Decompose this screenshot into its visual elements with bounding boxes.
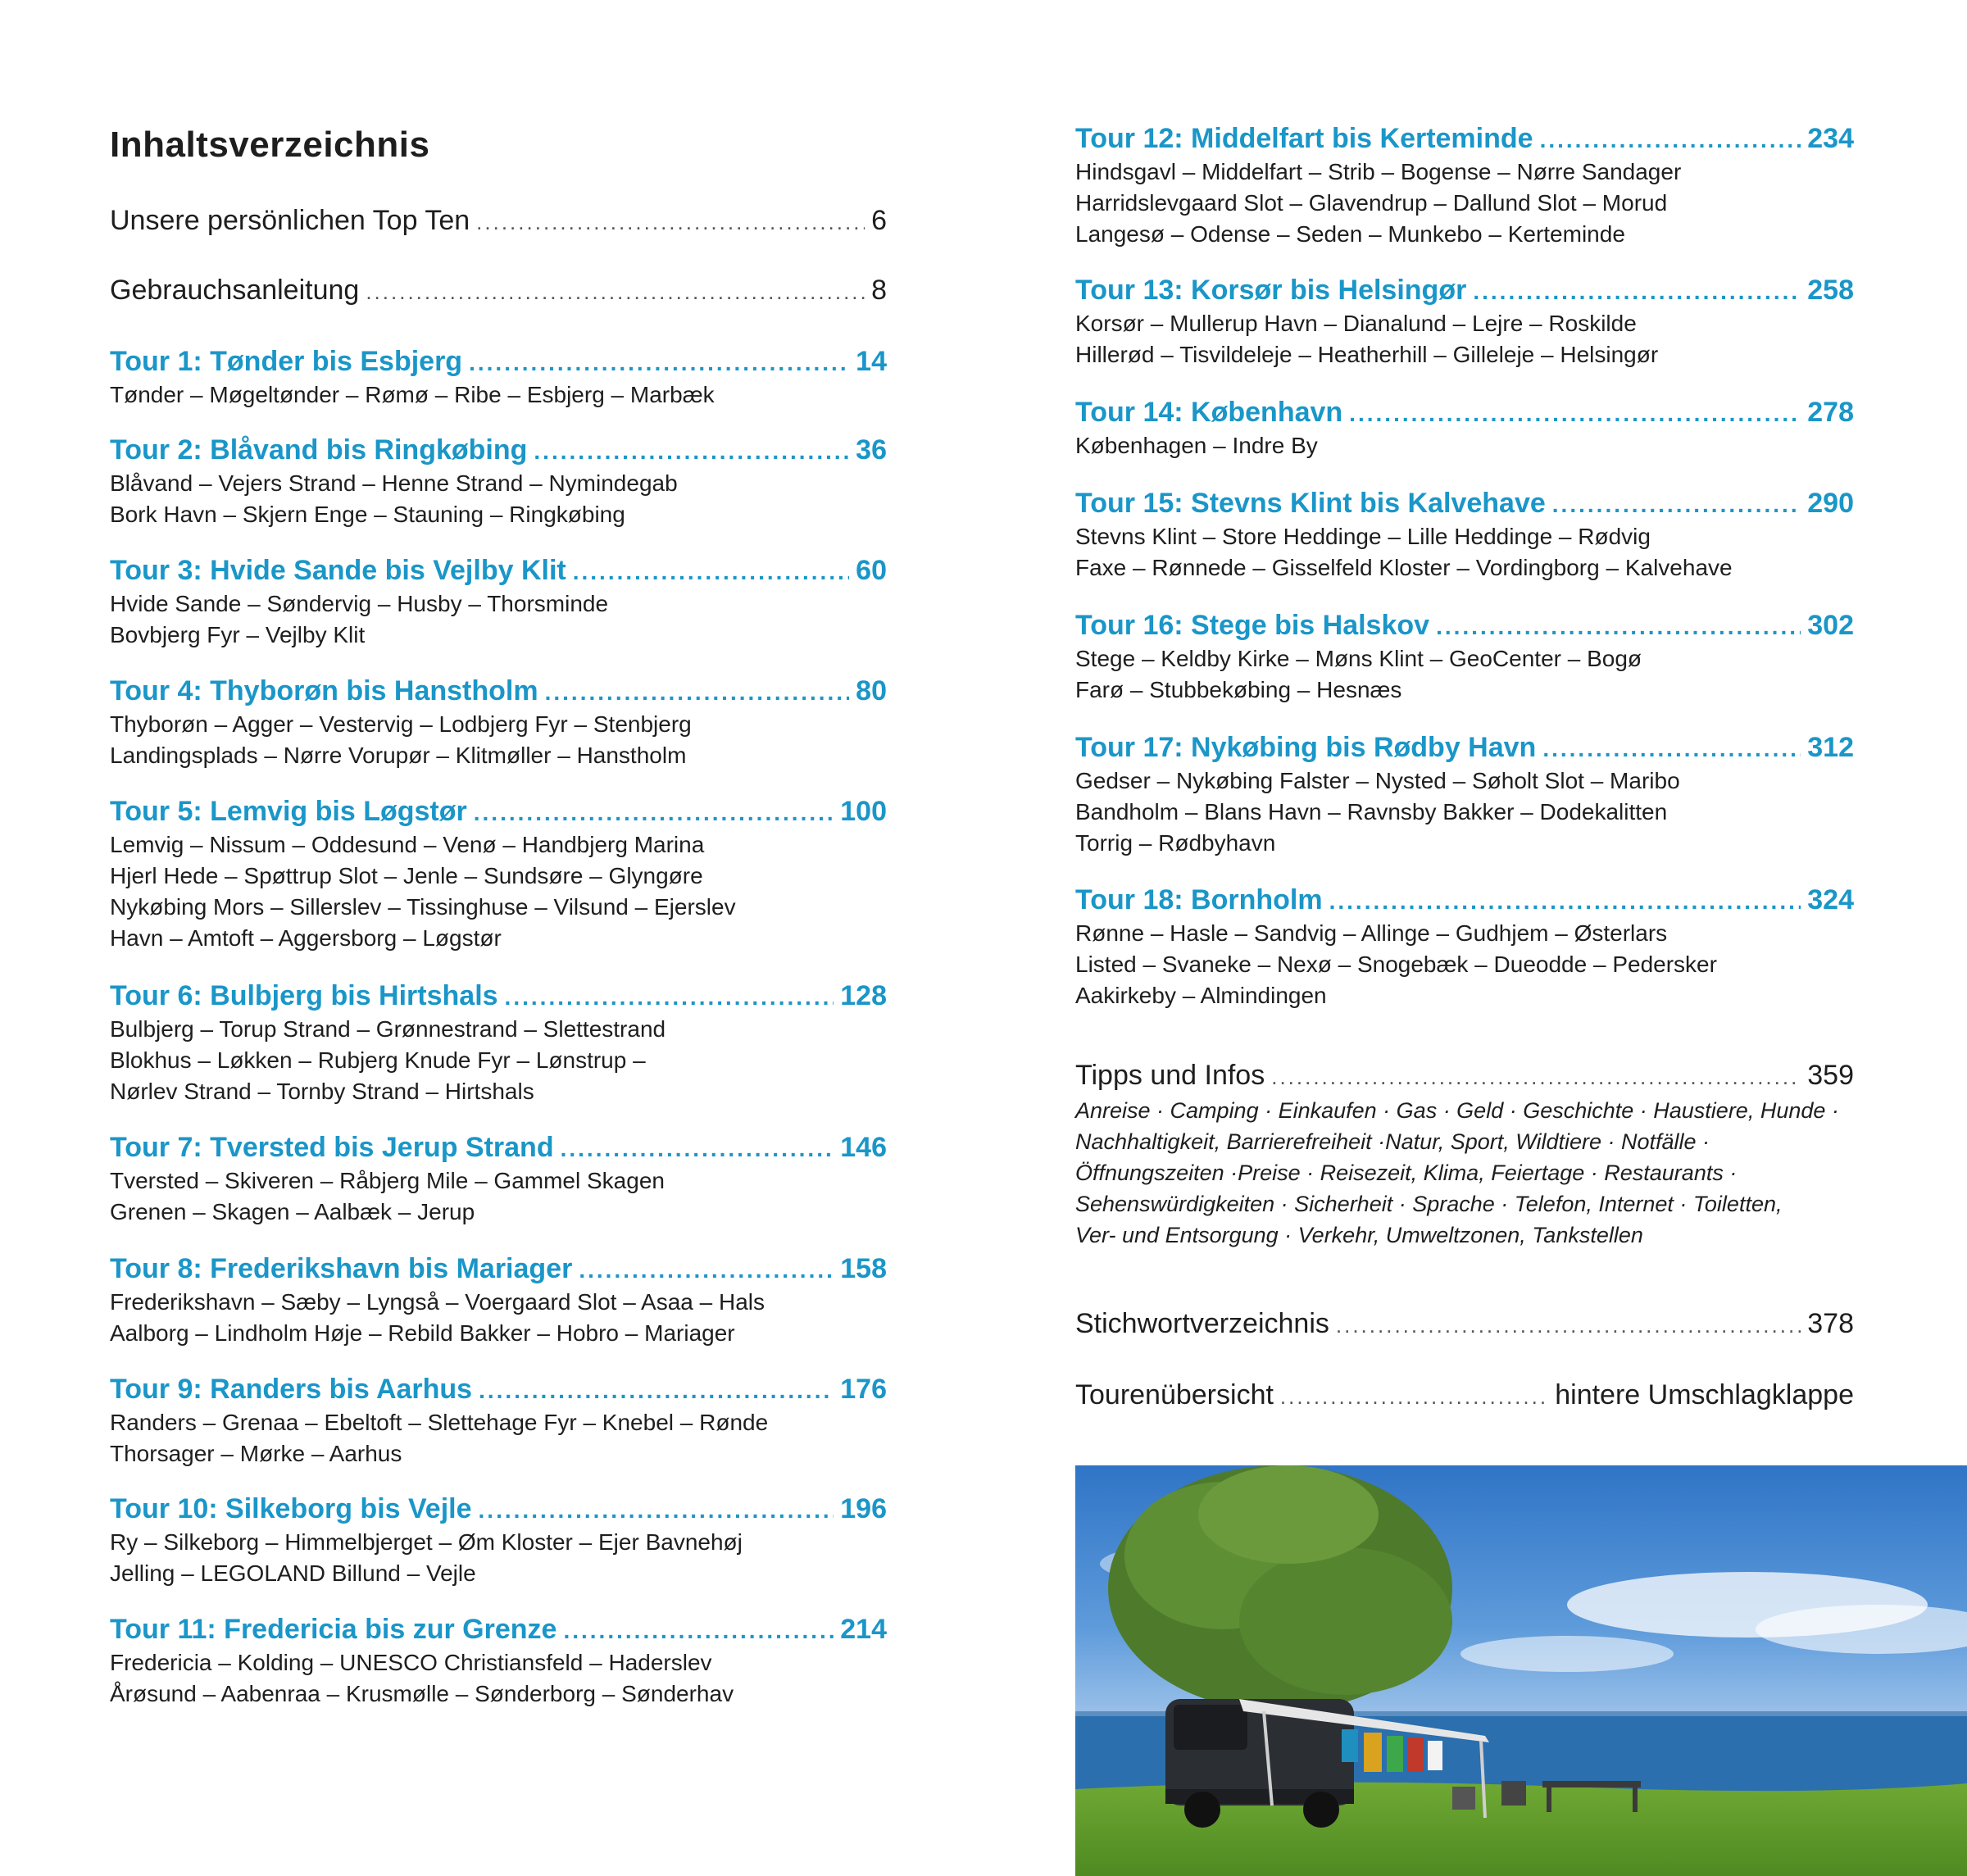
place-line: Aalborg – Lindholm Høje – Rebild Bakker – Hobro – Mariager — [110, 1320, 735, 1346]
entry-page: 359 — [1807, 1060, 1854, 1091]
toc-tour-7[interactable] — [110, 1132, 887, 1228]
toc-tour-16[interactable] — [1075, 610, 1854, 706]
topic-line: Anreise · Camping · Einkaufen · Gas · Geld · Geschichte · Haustiere, Hunde · — [1075, 1098, 1839, 1123]
place-line: Stevns Klint – Store Heddinge – Lille Heddinge – Rødvig — [1075, 524, 1651, 549]
tour-page: 324 — [1807, 884, 1854, 915]
entry-label: Tourenübersicht — [1075, 1379, 1274, 1410]
entry-label: Gebrauchsanleitung — [110, 275, 360, 306]
place-line: Blåvand – Vejers Strand – Henne Strand – Nymindegab — [110, 470, 678, 496]
place-line: Thyborøn – Agger – Vestervig – Lodbjerg Fyr – Stenbjerg — [110, 711, 692, 737]
tour-page: 234 — [1807, 123, 1854, 154]
tour-page: 128 — [840, 980, 887, 1011]
toc-tour-9[interactable] — [110, 1374, 887, 1469]
tour-places — [110, 1165, 887, 1228]
place-line: Faxe – Rønnede – Gisselfeld Kloster – Vordingborg – Kalvehave — [1075, 555, 1733, 580]
topic-line: Nachhaltigkeit, Barrierefreiheit ·Natur, Sport, Wildtiere · Notfälle · — [1075, 1129, 1710, 1154]
entry-page: 6 — [871, 205, 887, 236]
toc-tour-5[interactable] — [110, 796, 887, 954]
leader-dots — [474, 800, 834, 826]
tour-page: 302 — [1807, 610, 1854, 641]
place-line: Korsør – Mullerup Havn – Dianalund – Lejre – Roskilde — [1075, 311, 1637, 336]
toc-tour-8[interactable] — [110, 1253, 887, 1349]
tour-page: 278 — [1807, 397, 1854, 428]
leader-dots — [479, 1378, 834, 1404]
entry-label: Unsere persönlichen Top Ten — [110, 205, 470, 236]
place-line: Harridslevgaard Slot – Glavendrup – Dallund Slot – Morud — [1075, 190, 1668, 216]
leader-dots — [479, 1497, 834, 1524]
toc-entry-overview[interactable] — [1075, 1379, 1854, 1411]
place-line: Fredericia – Kolding – UNESCO Christiansfeld – Haderslev — [110, 1650, 712, 1675]
place-line: Aakirkeby – Almindingen — [1075, 983, 1327, 1008]
place-line: Torrig – Rødbyhavn — [1075, 830, 1276, 856]
tour-page: 176 — [840, 1374, 887, 1405]
place-line: Hillerød – Tisvildeleje – Heatherhill – Gilleleje – Helsingør — [1075, 342, 1659, 367]
leader-dots — [366, 279, 865, 305]
place-line: Landingsplads – Nørre Vorupør – Klitmøller – Hanstholm — [110, 743, 687, 768]
place-line: Langesø – Odense – Seden – Munkebo – Kerteminde — [1075, 221, 1625, 247]
tour-places — [1075, 521, 1854, 584]
toc-tour-18[interactable] — [1075, 884, 1854, 1011]
place-line: Grenen – Skagen – Aalbæk – Jerup — [110, 1199, 475, 1224]
entry-label: Stichwortverzeichnis — [1075, 1308, 1329, 1339]
entry-page: 378 — [1807, 1308, 1854, 1339]
place-line: Gedser – Nykøbing Falster – Nysted – Søholt Slot – Maribo — [1075, 768, 1680, 793]
place-line: Thorsager – Mørke – Aarhus — [110, 1441, 402, 1466]
leader-dots — [579, 1257, 834, 1283]
tour-places — [110, 588, 887, 651]
tour-page: 60 — [856, 555, 887, 586]
place-line: Hvide Sande – Søndervig – Husby – Thorsminde — [110, 591, 609, 616]
tour-title: Tour 6: Bulbjerg bis Hirtshals — [110, 980, 498, 1011]
tour-title: Tour 9: Randers bis Aarhus — [110, 1374, 473, 1405]
tour-places — [110, 709, 887, 771]
leader-dots — [1436, 614, 1801, 640]
leader-dots — [1336, 1313, 1801, 1338]
toc-tour-12[interactable] — [1075, 123, 1854, 250]
tour-page: 100 — [840, 796, 887, 827]
tour-title: Tour 16: Stege bis Halskov — [1075, 610, 1430, 641]
tour-page: 312 — [1807, 732, 1854, 763]
tour-title: Tour 2: Blåvand bis Ringkøbing — [110, 434, 528, 466]
tour-title: Tour 18: Bornholm — [1075, 884, 1323, 915]
leader-dots — [476, 210, 865, 235]
place-line: Nykøbing Mors – Sillerslev – Tissinghuse – Vilsund – Ejerslev — [110, 894, 736, 920]
toc-entry-tipps[interactable] — [1075, 1060, 1854, 1251]
tour-title: Tour 13: Korsør bis Helsingør — [1075, 275, 1467, 306]
toc-entry-index[interactable] — [1075, 1308, 1854, 1340]
leader-dots — [1552, 492, 1801, 518]
tour-places — [110, 1407, 887, 1469]
toc-tour-14[interactable] — [1075, 397, 1854, 461]
entry-page: 8 — [871, 275, 887, 306]
tour-places — [110, 1527, 887, 1589]
place-line: Bovbjerg Fyr – Vejlby Klit — [110, 622, 366, 647]
place-line: Farø – Stubbekøbing – Hesnæs — [1075, 677, 1402, 702]
tour-places — [1075, 918, 1854, 1011]
toc-tour-13[interactable] — [1075, 275, 1854, 370]
leader-dots — [505, 984, 834, 1011]
tour-page: 258 — [1807, 275, 1854, 306]
topic-line: Ver- und Entsorgung · Verkehr, Umweltzonen, Tankstellen — [1075, 1223, 1643, 1247]
tour-page: 196 — [840, 1493, 887, 1524]
tour-places — [110, 468, 887, 530]
tour-title: Tour 12: Middelfart bis Kerteminde — [1075, 123, 1533, 154]
tour-title: Tour 4: Thyborøn bis Hanstholm — [110, 675, 538, 706]
place-line: Københagen – Indre By — [1075, 433, 1318, 458]
toc-tour-3[interactable] — [110, 555, 887, 651]
place-line: Rønne – Hasle – Sandvig – Allinge – Gudhjem – Østerlars — [1075, 920, 1668, 946]
tour-page: 80 — [856, 675, 887, 706]
leader-dots — [1349, 401, 1801, 427]
leader-dots — [561, 1136, 834, 1162]
page-title: Inhaltsverzeichnis — [110, 125, 430, 165]
place-line: Havn – Amtoft – Aggersborg – Løgstør — [110, 925, 502, 951]
leader-dots — [1329, 888, 1801, 915]
tour-places — [110, 1014, 887, 1107]
leader-dots — [1271, 1065, 1801, 1090]
leader-dots — [563, 1618, 834, 1644]
leader-dots — [534, 438, 849, 465]
tour-page: 36 — [856, 434, 887, 466]
tipps-topics — [1075, 1095, 1854, 1251]
place-line: Hjerl Hede – Spøttrup Slot – Jenle – Sundsøre – Glyngøre — [110, 863, 703, 888]
tour-title: Tour 3: Hvide Sande bis Vejlby Klit — [110, 555, 566, 586]
tour-title: Tour 8: Frederikshavn bis Mariager — [110, 1253, 573, 1284]
tour-page: 158 — [840, 1253, 887, 1284]
leader-dots — [1280, 1384, 1548, 1410]
place-line: Ry – Silkeborg – Himmelbjerget – Øm Kloster – Ejer Bavnehøj — [110, 1529, 743, 1555]
toc-entry-gebrauchsanleitung[interactable] — [110, 275, 887, 307]
tour-title: Tour 1: Tønder bis Esbjerg — [110, 346, 463, 377]
place-line: Hindsgavl – Middelfart – Strib – Bogense – Nørre Sandager — [1075, 159, 1682, 184]
tour-places — [1075, 157, 1854, 250]
tour-page: 146 — [840, 1132, 887, 1163]
place-line: Randers – Grenaa – Ebeltoft – Slettehage Fyr – Knebel – Rønde — [110, 1410, 769, 1435]
topic-line: Sehenswürdigkeiten · Sicherheit · Sprache · Telefon, Internet · Toiletten, — [1075, 1192, 1783, 1216]
toc-tour-15[interactable] — [1075, 488, 1854, 584]
tour-page: 14 — [856, 346, 887, 377]
leader-dots — [1542, 736, 1801, 762]
leader-dots — [545, 679, 850, 706]
tour-places — [110, 1647, 887, 1710]
leader-dots — [1540, 127, 1801, 153]
tour-places — [110, 1287, 887, 1349]
place-line: Bulbjerg – Torup Strand – Grønnestrand – Slettestrand — [110, 1016, 666, 1042]
place-line: Bandholm – Blans Havn – Ravnsby Bakker – Dodekalitten — [1075, 799, 1668, 824]
tour-title: Tour 14: København — [1075, 397, 1343, 428]
toc-tour-2[interactable] — [110, 434, 887, 530]
tour-title: Tour 11: Fredericia bis zur Grenze — [110, 1614, 557, 1645]
leader-dots — [469, 350, 849, 376]
toc-tour-10[interactable] — [110, 1493, 887, 1589]
tour-title: Tour 15: Stevns Klint bis Kalvehave — [1075, 488, 1546, 519]
tour-title: Tour 10: Silkeborg bis Vejle — [110, 1493, 472, 1524]
tour-places — [110, 829, 887, 954]
place-line: Stege – Keldby Kirke – Møns Klint – GeoCenter – Bogø — [1075, 646, 1642, 671]
place-line: Bork Havn – Skjern Enge – Stauning – Ringkøbing — [110, 502, 625, 527]
toc-entry-top-ten[interactable] — [110, 205, 887, 237]
place-line: Lemvig – Nissum – Oddesund – Venø – Handbjerg Marina — [110, 832, 705, 857]
tour-places — [1075, 643, 1854, 706]
tour-places — [1075, 765, 1854, 859]
toc-tour-1[interactable] — [110, 346, 887, 411]
tour-places — [1075, 308, 1854, 370]
entry-label: Tipps und Infos — [1075, 1060, 1265, 1091]
place-line: Listed – Svaneke – Nexø – Snogebæk – Dueodde – Pedersker — [1075, 952, 1717, 977]
tour-title: Tour 7: Tversted bis Jerup Strand — [110, 1132, 554, 1163]
tour-places — [1075, 430, 1854, 461]
toc-tour-11[interactable] — [110, 1614, 887, 1710]
tour-title: Tour 5: Lemvig bis Løgstør — [110, 796, 467, 827]
place-line: Frederikshavn – Sæby – Lyngså – Voergaard Slot – Asaa – Hals — [110, 1289, 765, 1315]
tour-page: 214 — [840, 1614, 887, 1645]
place-line: Jelling – LEGOLAND Billund – Vejle — [110, 1560, 476, 1586]
place-line: Nørlev Strand – Tornby Strand – Hirtshals — [110, 1079, 534, 1104]
leader-dots — [1473, 279, 1801, 305]
tour-places — [110, 379, 887, 411]
entry-page: hintere Umschlagklappe — [1555, 1379, 1854, 1410]
place-line: Årøsund – Aabenraa – Krusmølle – Sønderborg – Sønderhav — [110, 1681, 734, 1706]
leader-dots — [573, 559, 849, 585]
place-line: Tønder – Møgeltønder – Rømø – Ribe – Esbjerg – Marbæk — [110, 382, 715, 407]
campervan-lake-photo — [1075, 1465, 1967, 1876]
place-line: Tversted – Skiveren – Råbjerg Mile – Gammel Skagen — [110, 1168, 665, 1193]
toc-tour-6[interactable] — [110, 980, 887, 1107]
place-line: Blokhus – Løkken – Rubjerg Knude Fyr – Lønstrup – — [110, 1047, 646, 1073]
tour-page: 290 — [1807, 488, 1854, 519]
topic-line: Öffnungszeiten ·Preise · Reisezeit, Klima, Feiertage · Restaurants · — [1075, 1161, 1738, 1185]
toc-tour-17[interactable] — [1075, 732, 1854, 859]
toc-tour-4[interactable] — [110, 675, 887, 771]
tour-title: Tour 17: Nykøbing bis Rødby Havn — [1075, 732, 1537, 763]
